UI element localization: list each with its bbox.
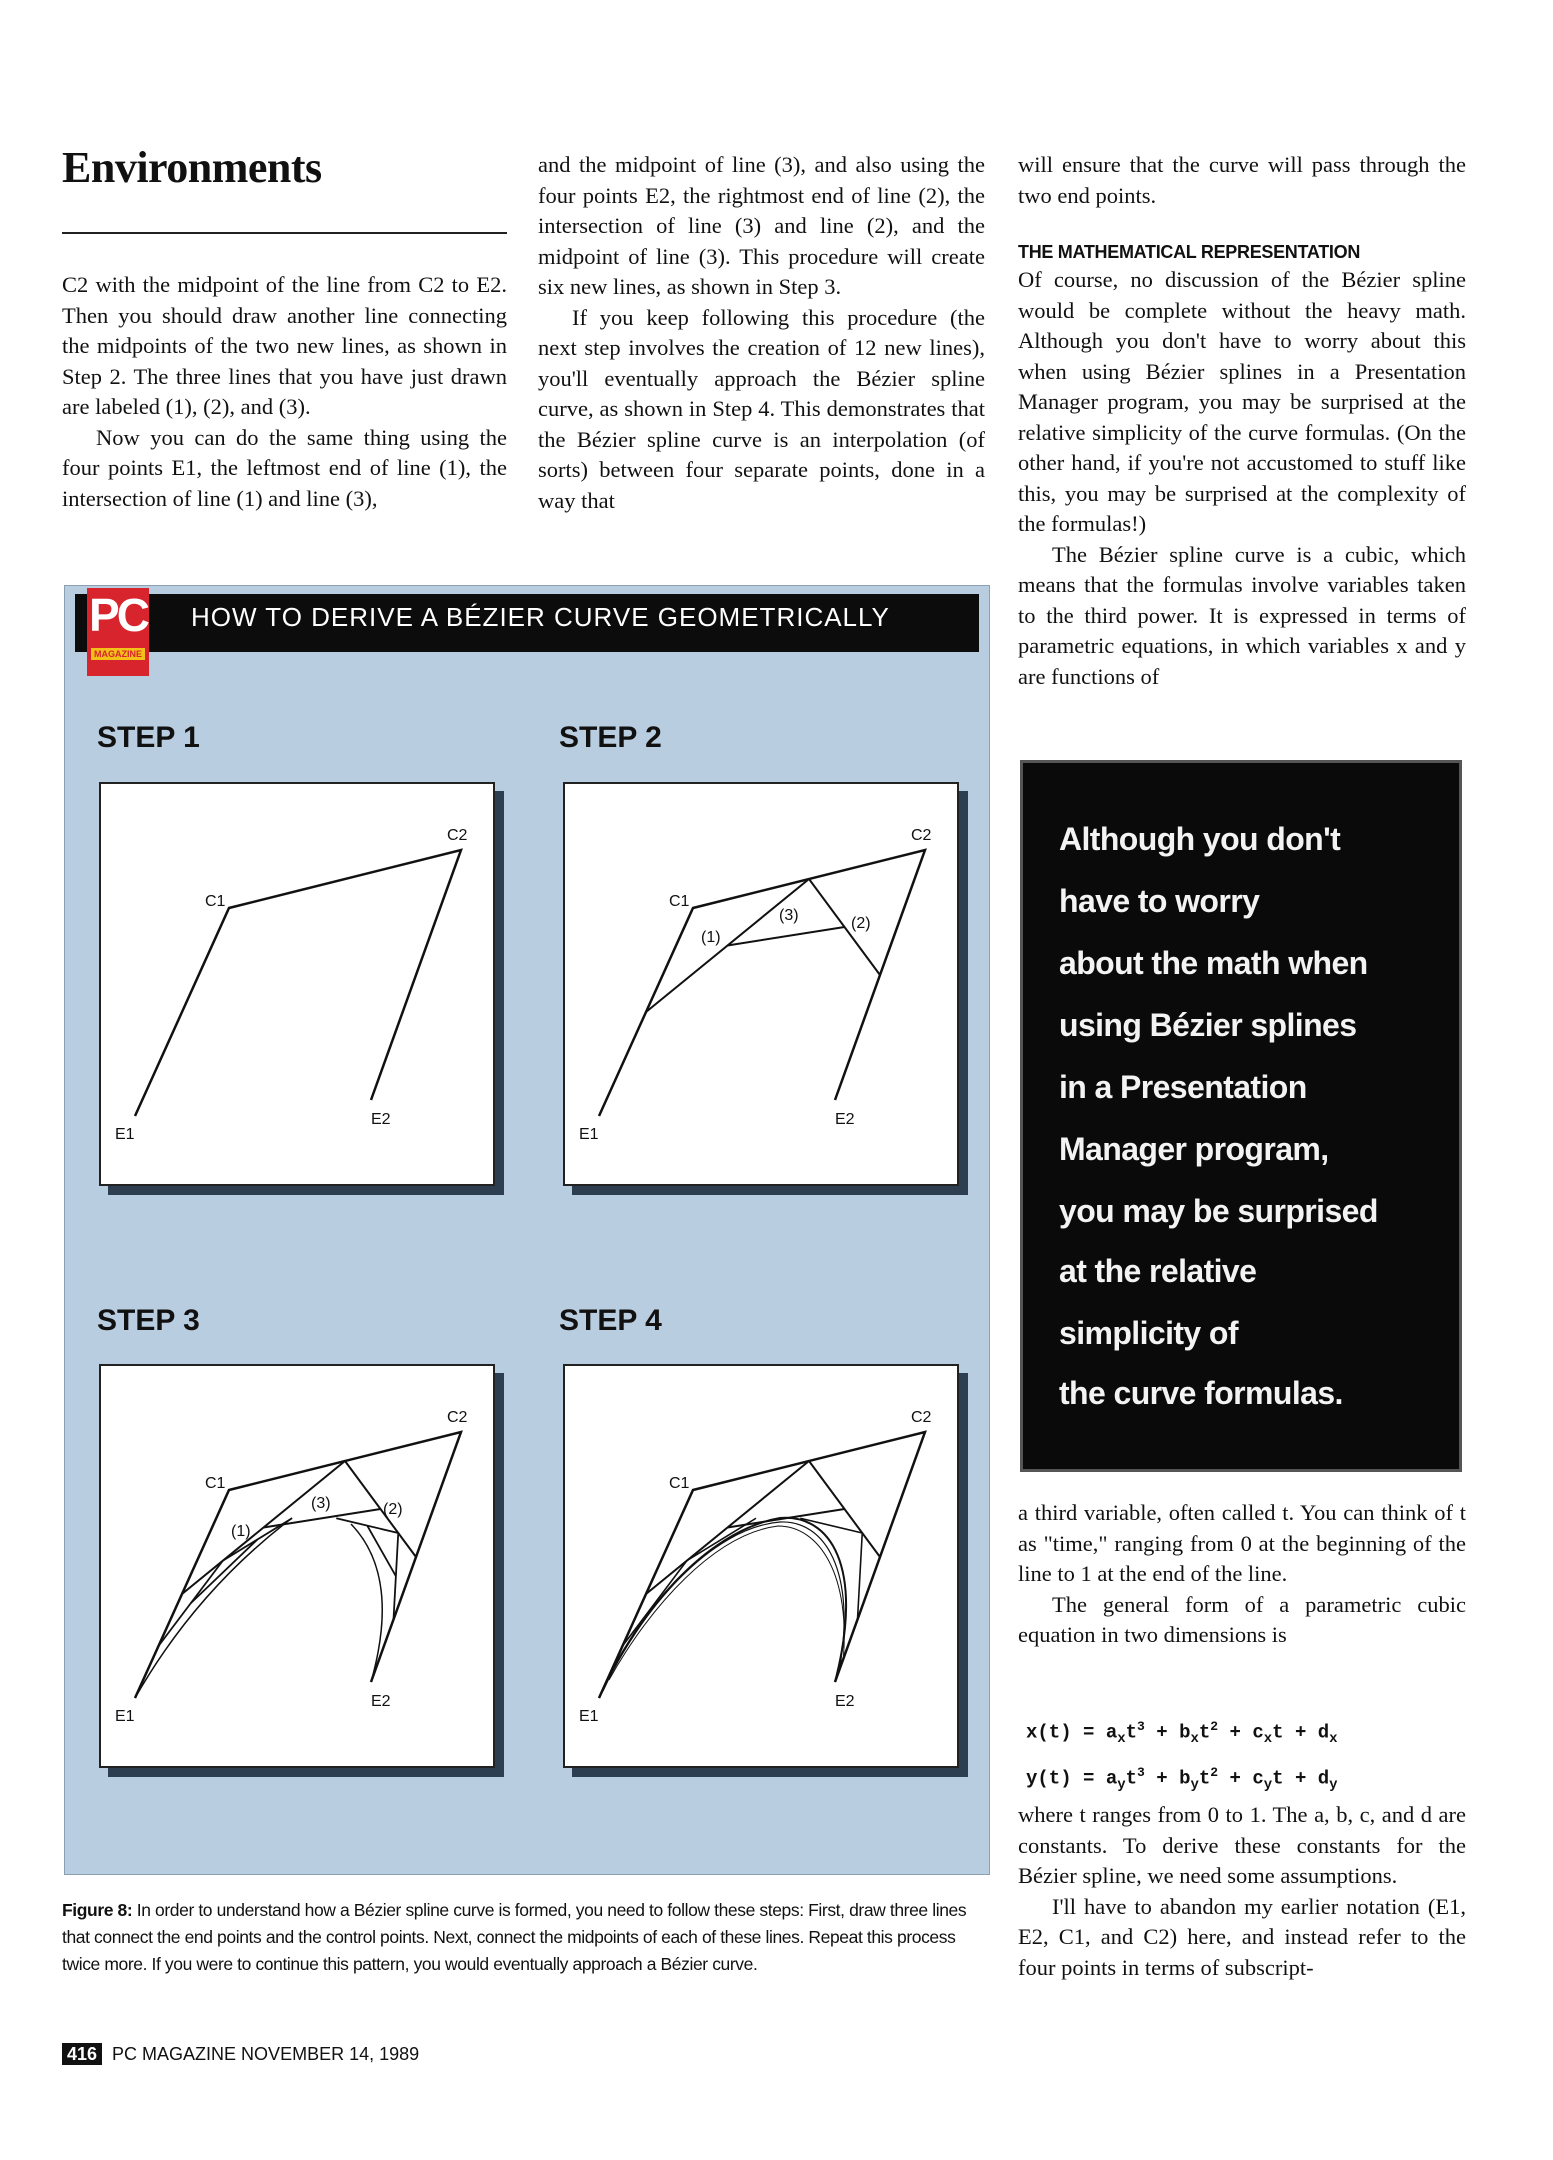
pull-quote-line: about the math when (1059, 945, 1368, 981)
c2-label: C2 (911, 1409, 932, 1426)
paragraph: Of course, no discussion of the Bézier spline would be complete without the heavy math. Although you don't have to worry about this when using Bézier splines in a Presentation Manager program, you may be surprised at the relative simplicity of the curve formulas. (On the other hand, if you're not accustomed to stuff like this, you may be surprised at the complexity of the formulas!) (1018, 267, 1466, 536)
step-4-panel (563, 1364, 959, 1768)
pull-quote-line: Although you don't (1059, 821, 1341, 857)
e1-label: E1 (579, 1708, 599, 1725)
equation-x: $x(t) = a_xt^3 + b_xt^2 + c_xt + d_x$ (1026, 1719, 1338, 1748)
column-2 (538, 150, 985, 516)
column-3-bottom (1018, 1498, 1466, 1651)
step-1-panel (99, 782, 495, 1186)
step-2-panel (563, 782, 959, 1186)
column-3-bottom-2 (1018, 1800, 1466, 1983)
paragraph: a third variable, often called t. You can think of t as "time," ranging from 0 at the beginning of the line to 1 at the end of the line. (1018, 1500, 1466, 1586)
paragraph: where t ranges from 0 to 1. The a, b, c, and d are constants. To derive these constants for the Bézier spline, we need some assumptions. (1018, 1802, 1466, 1888)
paragraph: will ensure that the curve will pass through the two end points. (1018, 152, 1466, 208)
c1-label: C1 (205, 1475, 226, 1492)
line-3-label: (3) (779, 907, 799, 924)
pull-quote-line: in a Presentation (1059, 1069, 1307, 1105)
section-head: Environments (62, 143, 322, 192)
pull-quote-line: at the relative (1059, 1253, 1257, 1289)
line-3-label: (3) (311, 1495, 331, 1512)
c2-label: C2 (911, 827, 932, 844)
paragraph: Now you can do the same thing using the four points E1, the leftmost end of line (1), the intersection of line (1) and line (3), (62, 424, 507, 511)
column-1 (62, 270, 507, 514)
c1-label: C1 (669, 1475, 690, 1492)
c1-label: C1 (205, 893, 226, 910)
caption-label: Figure 8: (62, 1900, 133, 1920)
step-2-diagram (565, 784, 957, 1184)
e2-label: E2 (371, 1111, 391, 1128)
paragraph: I'll have to abandon my earlier notation (E1, E2, C1, and C2) here, and instead refer to the four points in terms of subscript- (1018, 1893, 1466, 1980)
pull-quote-line: have to worry (1059, 883, 1260, 919)
paragraph: If you keep following this procedure (the next step involves the creation of 12 new lines), you'll eventually approach the Bézier spline curve, as shown in Step 4. This demonstrates that the Bézier spline curve is an interpolation (of sorts) between four separate points, done in a way that (538, 304, 985, 513)
line-2-label: (2) (383, 1501, 403, 1518)
c2-label: C2 (447, 1409, 468, 1426)
e2-label: E2 (835, 1693, 855, 1710)
line-2-label: (2) (851, 915, 871, 932)
folio-text: PC MAGAZINE NOVEMBER 14, 1989 (112, 2044, 420, 2064)
equation-y: $y(t) = a_yt^3 + b_yt^2 + c_yt + d_y$ (1026, 1765, 1338, 1794)
line-1-label: (1) (231, 1523, 251, 1540)
e1-label: E1 (115, 1708, 135, 1725)
figure-8 (64, 585, 990, 1875)
paragraph: The Bézier spline curve is a cubic, which means that the formulas involve variables taken to the third power. It is expressed in terms of parametric equations, in which variables x and y are functions of (1018, 541, 1466, 689)
e2-label: E2 (371, 1693, 391, 1710)
equation (1026, 1710, 1338, 1802)
line-1-label: (1) (701, 929, 721, 946)
paragraph: The general form of a parametric cubic equation in two dimensions is (1018, 1591, 1466, 1647)
e1-label: E1 (115, 1126, 135, 1143)
step-4-label: STEP 4 (559, 1304, 662, 1337)
pc-magazine-logo: PC MAGAZINE (87, 588, 149, 676)
folio (62, 2044, 419, 2065)
column-3-top (1018, 150, 1466, 692)
step-2-label: STEP 2 (559, 721, 662, 754)
step-4-diagram (565, 1366, 957, 1766)
c2-label: C2 (447, 827, 468, 844)
caption-text: In order to understand how a Bézier spline curve is formed, you need to follow these steps: First, draw three lines that connect the end points and the control points. Next, connect the midpoints of each of these lines. Repeat this process twice more. If you were to continue this pattern, you would eventually approach a Bézier curve. (62, 1900, 967, 1974)
pull-quote-line: the curve formulas. (1059, 1375, 1343, 1411)
paragraph: C2 with the midpoint of the line from C2 to E2. Then you should draw another line connecting the midpoints of the two new lines, as shown in Step 2. The three lines that you have just drawn are labeled (1), (2), and (3). (62, 272, 507, 419)
paragraph: and the midpoint of line (3), and also using the four points E2, the rightmost end of line (2), the intersection of line (3) and line (2), and the midpoint of line (3). This procedure will create six new lines, as shown in Step 3. (538, 152, 985, 299)
figure-header (75, 594, 979, 652)
pull-quote-line: you may be surprised (1059, 1193, 1378, 1229)
step-1-label: STEP 1 (97, 721, 200, 754)
step-3-panel (99, 1364, 495, 1768)
step-1-diagram (101, 784, 493, 1184)
subhead: THE MATHEMATICAL REPRESENTATION (1018, 242, 1361, 262)
page-number: 416 (62, 2043, 102, 2065)
step-3-label: STEP 3 (97, 1304, 200, 1337)
section-rule (62, 232, 507, 234)
e2-label: E2 (835, 1111, 855, 1128)
e1-label: E1 (579, 1126, 599, 1143)
pull-quote-line: simplicity of (1059, 1315, 1238, 1351)
figure-title: HOW TO DERIVE A BÉZIER CURVE GEOMETRICALLY (191, 602, 890, 632)
pull-quote-line: Manager program, (1059, 1131, 1329, 1167)
step-3-diagram (101, 1366, 493, 1766)
figure-caption (62, 1897, 990, 1978)
pull-quote (1020, 760, 1462, 1472)
pull-quote-line: using Bézier splines (1059, 1007, 1357, 1043)
c1-label: C1 (669, 893, 690, 910)
